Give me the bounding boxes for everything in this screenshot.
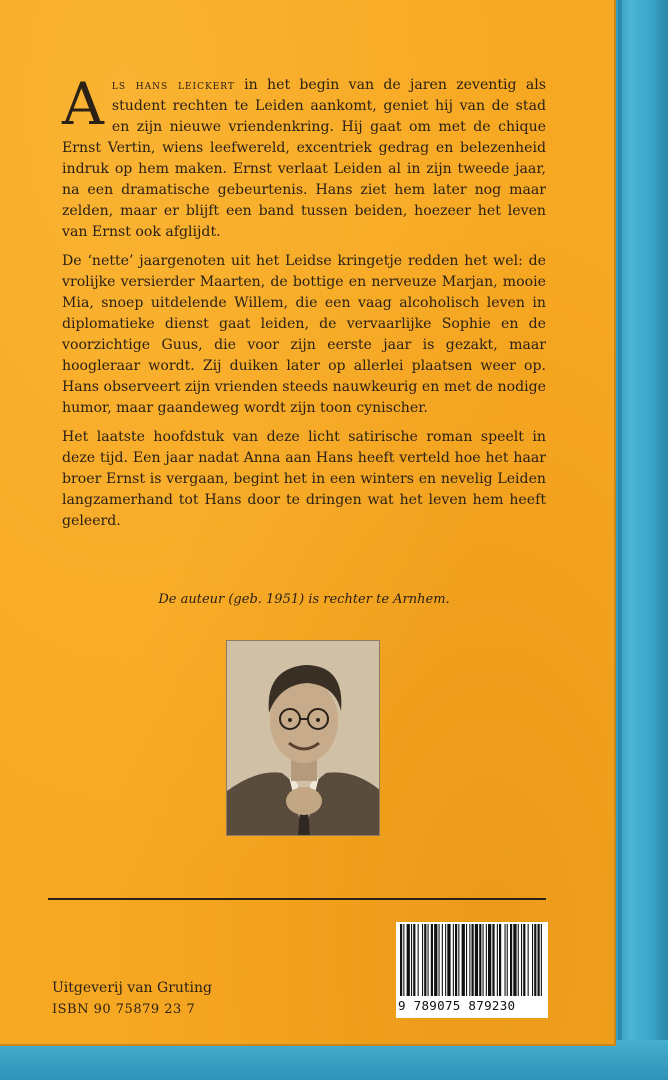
barcode-bar	[439, 924, 440, 996]
barcode-bars	[400, 924, 544, 996]
barcode-bar	[400, 924, 402, 996]
blurb-paragraph-3: Het laatste hoofdstuk van deze licht satirische roman speelt in deze tijd. Een jaar nadat Anna aan Hans heeft verteld hoe het haar broer Ernst is vergaan, begint het in een winters en nevelig Leiden langzamerhand tot Hans door te dringen wat het leven hem heeft geleerd.	[62, 429, 546, 529]
blurb-paragraph-1-text: in het begin van de jaren zeventig als student rechten te Leiden aankomt, geniet hij van de stad en zijn nieuwe vriendenkring. Hij gaat om met de chique Ernst Vertin, wiens leefwereld, excentriek gedrag en belezenheid indruk op hem maken. Ernst verlaat Leiden al in zijn tweede jaar, na een dramatische gebeurtenis. Hans ziet hem later nog maar zelden, maar er blijft een band tussen beiden, hoezeer het leven van Ernst ook afglijdt.	[62, 77, 546, 240]
blurb-opening-smallcaps: ls hans leickert	[111, 77, 235, 92]
author-photo	[226, 640, 380, 836]
spine-edge	[618, 0, 622, 1080]
barcode-bar	[434, 924, 437, 996]
barcode-bar	[442, 924, 443, 996]
barcode-bar	[486, 924, 487, 996]
barcode-bar	[462, 924, 465, 996]
barcode-bar	[507, 924, 508, 996]
author-portrait-image	[227, 641, 380, 836]
barcode-bar	[497, 924, 498, 996]
barcode-bar	[466, 924, 467, 996]
barcode-bar	[521, 924, 522, 996]
drop-cap: A	[62, 70, 104, 138]
blurb-paragraph-1	[62, 70, 546, 243]
isbn-number: ISBN 90 75879 23 7	[52, 1002, 196, 1017]
barcode	[396, 922, 548, 1018]
barcode-bar	[510, 924, 512, 996]
barcode-bar	[413, 924, 415, 996]
barcode-bar	[472, 924, 474, 996]
blurb-paragraph-2: De ‘nette’ jaargenoten uit het Leidse kringetje redden het wel: de vrolijke versierder Maarten, de bottige en nerveuze Marjan, mooie Mia, snoep uitdelende Willem, die een vaag alcoholisch leven in diplomatieke dienst gaat leiden, de vervaarlijke Sophie en de voorzichtige Guus, die voor zijn eerste jaar is gezakt, maar hoogleraar wordt. Zij duiken later op allerlei plaatsen weer op. Hans observeert zijn vrienden steeds nauwkeurig en met de nodige humor, maar gaandeweg wordt zijn toon cynischer.	[62, 253, 546, 416]
barcode-bar	[447, 924, 450, 996]
barcode-bar	[475, 924, 478, 996]
barcode-bar	[479, 924, 481, 996]
barcode-bar	[411, 924, 412, 996]
publisher-name: Uitgeverij van Gruting	[52, 980, 213, 996]
book-bottom-edge	[0, 1040, 668, 1080]
barcode-bar	[505, 924, 506, 996]
barcode-bar	[534, 924, 536, 996]
barcode-bar	[458, 924, 459, 996]
barcode-bar	[428, 924, 429, 996]
barcode-bar	[422, 924, 423, 996]
divider-rule	[48, 898, 546, 900]
barcode-bar	[431, 924, 433, 996]
barcode-bar	[424, 924, 426, 996]
barcode-bar	[403, 924, 404, 996]
barcode-bar	[523, 924, 525, 996]
barcode-bar	[492, 924, 494, 996]
author-note: De auteur (geb. 1951) is rechter te Arnhem.	[158, 592, 450, 607]
barcode-bar	[541, 924, 542, 996]
cover-blurb	[62, 70, 546, 540]
barcode-bar	[532, 924, 533, 996]
barcode-bar	[407, 924, 410, 996]
barcode-bar	[418, 924, 419, 996]
barcode-bar	[488, 924, 491, 996]
barcode-bar	[513, 924, 516, 996]
barcode-digits: 9 789075 879230	[398, 998, 516, 1013]
barcode-bar	[528, 924, 529, 996]
barcode-bar	[469, 924, 470, 996]
barcode-bar	[518, 924, 519, 996]
barcode-bar	[445, 924, 446, 996]
barcode-bar	[499, 924, 501, 996]
barcode-bar	[538, 924, 540, 996]
barcode-bar	[453, 924, 454, 996]
barcode-bar	[455, 924, 457, 996]
barcode-bar	[483, 924, 484, 996]
